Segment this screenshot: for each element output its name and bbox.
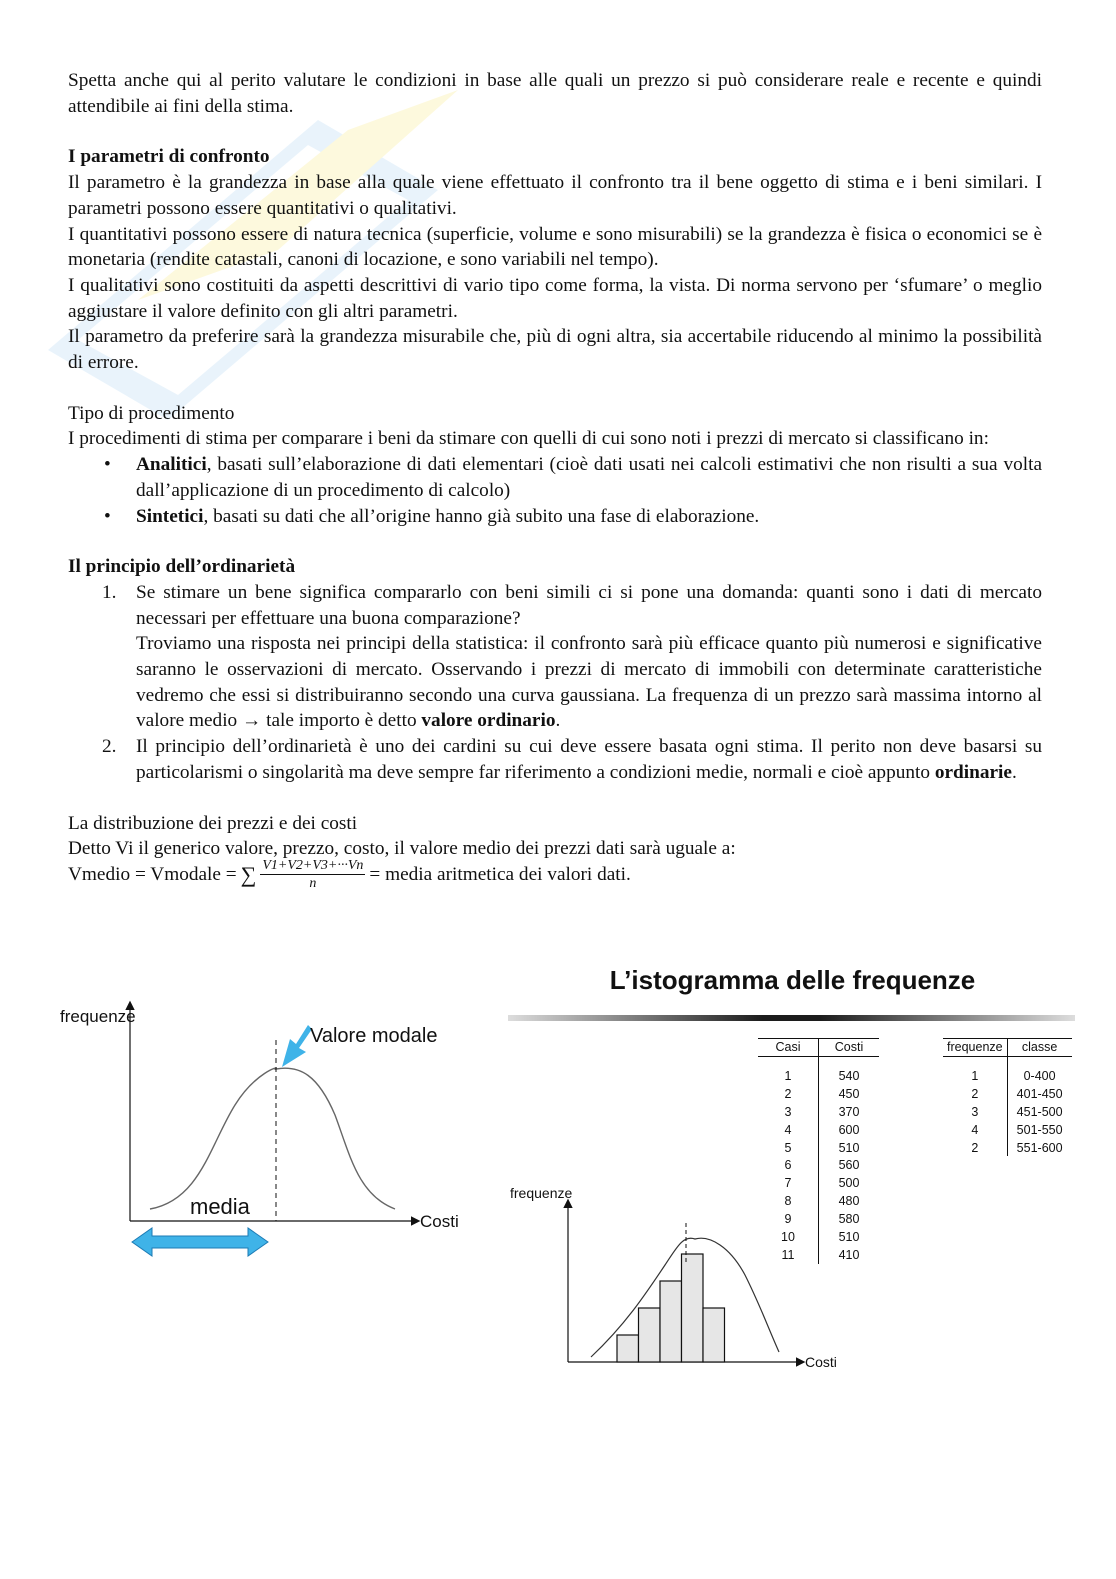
callout-arrow-icon xyxy=(282,1025,312,1067)
arrow-right-icon: → xyxy=(237,710,267,732)
table-cell: 6 xyxy=(758,1156,819,1174)
table-header: classe xyxy=(1007,1039,1072,1057)
gaussian-curve xyxy=(150,1068,395,1209)
histogram-bar xyxy=(639,1308,661,1362)
formula-lhs: Vmedio = Vmodale = xyxy=(68,864,237,886)
list-item-term: Analitici xyxy=(136,454,207,476)
fraction xyxy=(260,858,365,892)
list-item xyxy=(68,452,1042,503)
list-item-text-part: tale importo è detto xyxy=(266,710,422,732)
table-cell: 9 xyxy=(758,1210,819,1228)
table-cell: 4 xyxy=(943,1121,1007,1139)
fraction-denominator: n xyxy=(309,875,317,891)
list-number: 2. xyxy=(102,736,117,758)
callout-label: Valore modale xyxy=(310,1025,438,1047)
x-axis-label: Costi xyxy=(805,1354,837,1370)
y-axis-label: frequenze xyxy=(60,1007,136,1026)
keyword: ordinarie xyxy=(934,761,1012,783)
section-heading-parametri: I parametri di confronto xyxy=(68,146,270,168)
table-cell: 11 xyxy=(758,1246,819,1264)
sigma-symbol: ∑ xyxy=(240,862,257,888)
table-cell: 510 xyxy=(838,1229,860,1244)
table-cell: 540 xyxy=(838,1068,860,1083)
histogram-bar xyxy=(703,1308,725,1362)
table-cell: 560 xyxy=(838,1158,860,1173)
histogram-bar xyxy=(682,1254,704,1362)
histogram-figure xyxy=(505,965,1080,1385)
list-item-text-part: Troviamo una risposta nei principi della statistica: il confronto sarà più efficace quanto più numerosi e significative saranno le osservazioni di mercato. Osservando i prezzi di mercato di immobili con determinate caratteristiche vedremo che essi si distribuiranno secondo una curva gaussiana. La frequenza di un prezzo sarà massima intorno al valore medio xyxy=(136,633,1042,732)
fraction-numerator: V1+V2+V3+···Vn xyxy=(262,857,364,873)
paragraph: Detto Vi il generico valore, prezzo, costo, il valore medio dei prezzi dati sarà uguale a: xyxy=(68,838,736,860)
table-cell: 580 xyxy=(838,1212,860,1227)
list-item xyxy=(68,734,1042,785)
document-body xyxy=(68,68,1042,890)
list-item-text xyxy=(136,734,1042,785)
table-cell: 2 xyxy=(943,1085,1007,1103)
procedure-list xyxy=(68,452,1042,529)
list-item-text: Se stimare un bene significa compararlo con beni simili ci si pone una domanda: quanti sono i dati di mercato necessari per effettuare una buona comparazione? xyxy=(136,581,1042,629)
table-header: Casi xyxy=(758,1039,819,1057)
gaussian-figure xyxy=(50,995,490,1270)
paragraph: Il parametro è la grandezza in base alla quale viene effettuato il confronto tra il bene oggetto di stima e i beni similari. I parametri possono essere quantitativi o qualitativi. xyxy=(68,172,1042,219)
section-heading-distribuzione: La distribuzione dei prezzi e dei costi xyxy=(68,812,358,834)
table-cell: 5 xyxy=(758,1139,819,1157)
table-cell: 2 xyxy=(943,1139,1007,1157)
table-header: frequenze xyxy=(943,1039,1007,1057)
table-cell: 10 xyxy=(758,1228,819,1246)
list-item-text-part: Il principio dell’ordinarietà è uno dei cardini su cui deve essere basata ogni stima. Il perito non deve basarsi su particolarismi o singolarità ma deve sempre far riferimento a condizioni medie, normali e cioè appunto xyxy=(136,736,1042,783)
list-item-term: Sintetici xyxy=(136,505,204,527)
table-cell: 1 xyxy=(943,1057,1007,1085)
table-cell: 410 xyxy=(838,1247,860,1262)
intro-paragraph: Spetta anche qui al perito valutare le condizioni in base alle quali un prezzo si può considerare reale e recente e quindi attendibile ai fini della stima. xyxy=(68,70,1042,117)
table-cell: 4 xyxy=(758,1121,819,1139)
list-item xyxy=(68,580,1042,734)
list-item-text-part: . xyxy=(555,710,561,732)
list-item xyxy=(68,504,1042,530)
table-cell: 600 xyxy=(838,1122,860,1137)
keyword: valore ordinario xyxy=(421,710,556,732)
table-cell: 480 xyxy=(838,1194,860,1209)
y-axis-label: frequenze xyxy=(510,1185,573,1201)
histogram-bar xyxy=(660,1281,682,1362)
list-item-text: , basati su dati che all’origine hanno già subito una fase di elaborazione. xyxy=(203,505,760,527)
formula xyxy=(68,857,1042,891)
table-cell: 3 xyxy=(758,1103,819,1121)
paragraph: I procedimenti di stima per comparare i beni da stimare con quelli di cui sono noti i prezzi di mercato si classificano in: xyxy=(68,428,989,450)
table-cell: 370 xyxy=(838,1104,860,1119)
table-cell: 2 xyxy=(758,1085,819,1103)
double-arrow-icon xyxy=(132,1228,268,1256)
media-label: media xyxy=(190,1194,250,1219)
x-axis-label: Costi xyxy=(420,1212,459,1231)
list-item-text: , basati sull’elaborazione di dati elementari (cioè dati usati nei calcoli estimativi che non risulti a sua volta dall’applicazione di un procedimento di calcolo) xyxy=(136,454,1042,501)
table-cell: 1 xyxy=(758,1057,819,1085)
table-cell: 500 xyxy=(838,1176,860,1191)
table-cell: 3 xyxy=(943,1103,1007,1121)
paragraph: Il parametro da preferire sarà la grandezza misurabile che, più di ogni altra, sia accertabile riducendo al minimo la possibilità di errore. xyxy=(68,326,1042,374)
table-cell: 8 xyxy=(758,1192,819,1210)
list-item-text-part: . xyxy=(1011,761,1017,783)
table-cell: 551-600 xyxy=(1016,1140,1063,1155)
table-cell: 401-450 xyxy=(1016,1086,1063,1101)
histogram-title: L’istogramma delle frequenze xyxy=(609,965,976,995)
formula-rhs: = media aritmetica dei valori dati. xyxy=(369,864,631,886)
paragraph: I quantitativi possono essere di natura tecnica (superficie, volume e sono misurabili) se la grandezza è fisica o economici se è monetaria (rendite catastali, canoni di locazione, e sono variabili nel tempo). xyxy=(68,223,1042,271)
list-item-text xyxy=(136,631,1042,734)
table-cell: 510 xyxy=(838,1140,860,1155)
table-cell: 501-550 xyxy=(1016,1122,1063,1137)
table-header: Costi xyxy=(819,1039,880,1057)
table-cell: 0-400 xyxy=(1023,1068,1056,1083)
list-number: 1. xyxy=(102,581,117,603)
paragraph: I qualitativi sono costituiti da aspetti descrittivi di vario tipo come forma, la vista. Di norma servono per ‘sfumare’ o meglio aggiustare il valore definito con gli altri parametri. xyxy=(68,274,1042,322)
section-heading-procedimento: Tipo di procedimento xyxy=(68,402,235,424)
histogram-bar xyxy=(617,1335,639,1362)
table-cell: 450 xyxy=(838,1086,860,1101)
table-cell: 451-500 xyxy=(1016,1104,1063,1119)
section-heading-ordinarieta: Il principio dell’ordinarietà xyxy=(68,556,296,578)
table-cell: 7 xyxy=(758,1174,819,1192)
ordinarieta-list xyxy=(68,580,1042,786)
